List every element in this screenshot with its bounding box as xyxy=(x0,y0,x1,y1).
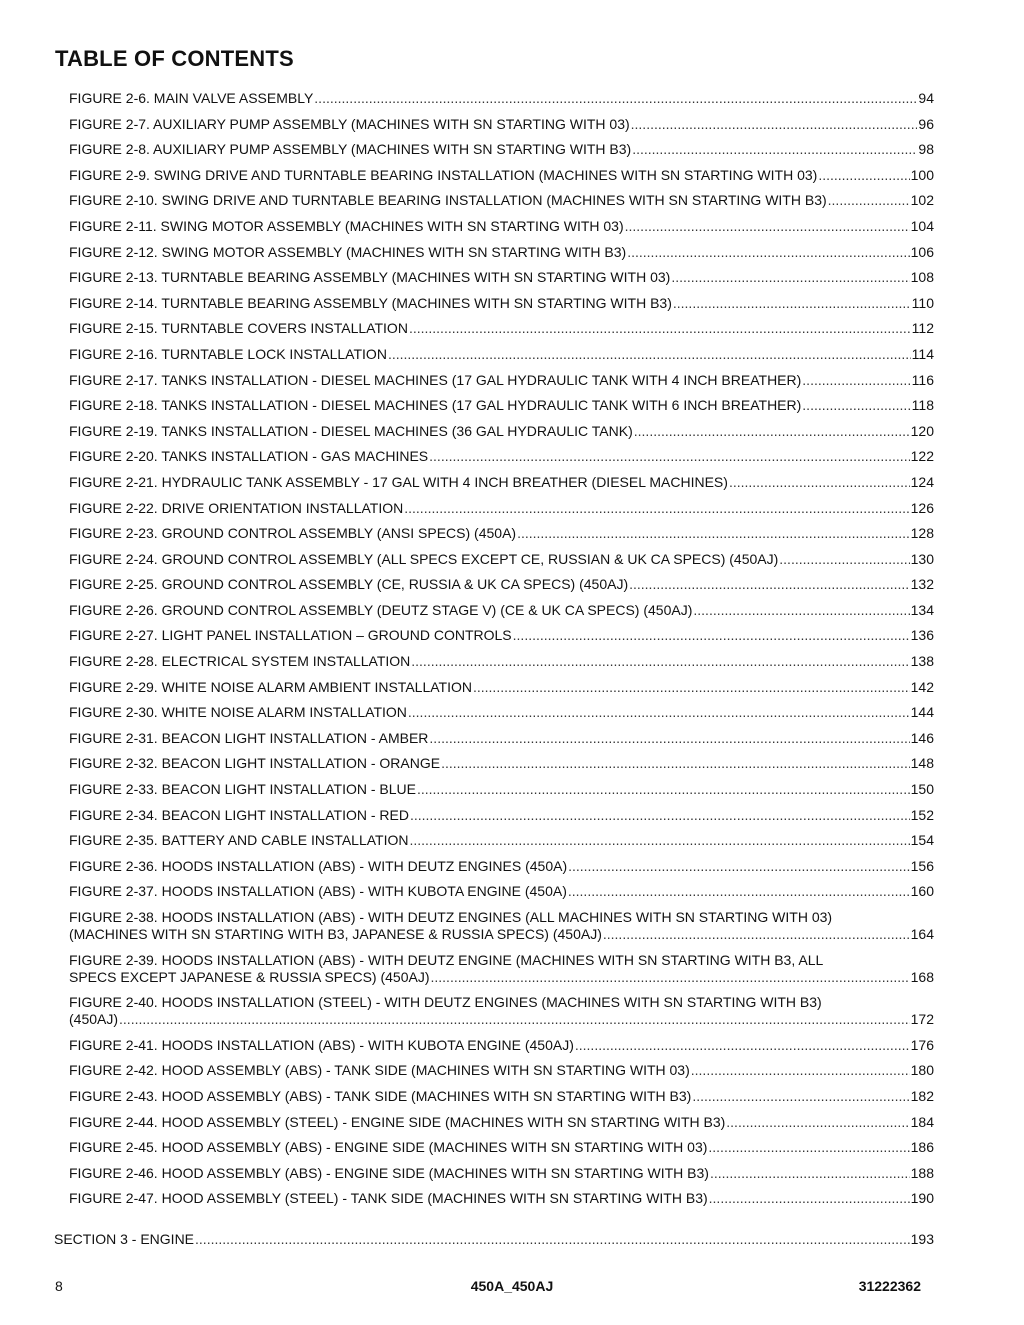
toc-entry-title: FIGURE 2-41. HOODS INSTALLATION (ABS) - WITH KUBOTA ENGINE (450AJ) xyxy=(69,1036,574,1053)
toc-entry-page: 186 xyxy=(910,1139,934,1156)
toc-entry-title: FIGURE 2-37. HOODS INSTALLATION (ABS) - WITH KUBOTA ENGINE (450A) xyxy=(69,883,567,900)
toc-entry-title: FIGURE 2-20. TANKS INSTALLATION - GAS MACHINES xyxy=(69,448,429,465)
dot-leader xyxy=(802,372,910,389)
toc-entry-page: 168 xyxy=(910,968,934,985)
toc-entry[interactable] xyxy=(69,909,934,943)
toc-entry[interactable] xyxy=(69,551,934,568)
toc-entry-title: FIGURE 2-18. TANKS INSTALLATION - DIESEL MACHINES (17 GAL HYDRAULIC TANK WITH 6 INCH BREATHER) xyxy=(69,397,802,414)
dot-leader xyxy=(726,1114,909,1131)
toc-entry[interactable] xyxy=(69,952,934,986)
dot-leader xyxy=(568,858,910,875)
toc-entry[interactable] xyxy=(69,116,934,133)
toc-entry-title-line2-row xyxy=(69,926,934,943)
toc-entry[interactable] xyxy=(69,218,934,235)
dot-leader xyxy=(408,704,910,721)
toc-entry-title: FIGURE 2-31. BEACON LIGHT INSTALLATION - AMBER xyxy=(69,729,429,746)
dot-leader xyxy=(802,397,910,414)
toc-entry-title: FIGURE 2-13. TURNTABLE BEARING ASSEMBLY (MACHINES WITH SN STARTING WITH 03) xyxy=(69,269,671,286)
toc-entry-title: FIGURE 2-35. BATTERY AND CABLE INSTALLATION xyxy=(69,832,409,849)
dot-leader xyxy=(710,1165,910,1182)
toc-entry[interactable] xyxy=(69,781,934,798)
toc-entry[interactable] xyxy=(69,1037,934,1054)
toc-entry-title: FIGURE 2-43. HOOD ASSEMBLY (ABS) - TANK SIDE (MACHINES WITH SN STARTING WITH B3) xyxy=(69,1087,692,1104)
toc-entry-page: 112 xyxy=(911,320,934,337)
toc-entry-page: 118 xyxy=(911,397,934,414)
toc-entry-title: FIGURE 2-12. SWING MOTOR ASSEMBLY (MACHINES WITH SN STARTING WITH B3) xyxy=(69,243,627,260)
page-title: TABLE OF CONTENTS xyxy=(55,46,294,71)
toc-entry[interactable] xyxy=(69,167,934,184)
toc-entry-page: 138 xyxy=(910,653,934,670)
toc-entry-page: 128 xyxy=(910,525,934,542)
toc-entry[interactable] xyxy=(69,141,934,158)
toc-entry[interactable] xyxy=(69,627,934,644)
toc-entry-title: FIGURE 2-42. HOOD ASSEMBLY (ABS) - TANK SIDE (MACHINES WITH SN STARTING WITH 03) xyxy=(69,1062,690,1079)
toc-entry-title: FIGURE 2-45. HOOD ASSEMBLY (ABS) - ENGINE SIDE (MACHINES WITH SN STARTING WITH 03) xyxy=(69,1139,708,1156)
toc-entry-page: 188 xyxy=(910,1164,934,1181)
toc-entry[interactable] xyxy=(69,192,934,209)
toc-entry-page: 172 xyxy=(910,1011,934,1028)
dot-leader xyxy=(388,346,911,363)
dot-leader xyxy=(410,807,910,824)
dot-leader xyxy=(473,679,910,696)
toc-entry-title: FIGURE 2-26. GROUND CONTROL ASSEMBLY (DEUTZ STAGE V) (CE & UK CA SPECS) (450AJ) xyxy=(69,601,693,618)
toc-entry-title-line2: (MACHINES WITH SN STARTING WITH B3, JAPANESE & RUSSIA SPECS) (450AJ) xyxy=(69,926,602,942)
toc-entry-title: FIGURE 2-6. MAIN VALVE ASSEMBLY xyxy=(69,90,314,106)
toc-entry-title: FIGURE 2-30. WHITE NOISE ALARM INSTALLATION xyxy=(69,704,407,721)
toc-entry-title-line1: FIGURE 2-39. HOODS INSTALLATION (ABS) - WITH DEUTZ ENGINE (MACHINES WITH SN STARTING WITH B3, ALL xyxy=(69,951,824,968)
toc-entry[interactable] xyxy=(69,397,934,414)
dot-leader xyxy=(409,320,911,337)
toc-entry[interactable] xyxy=(69,295,934,312)
toc-entry[interactable] xyxy=(69,576,934,593)
toc-entry-title: FIGURE 2-16. TURNTABLE LOCK INSTALLATION xyxy=(69,345,387,362)
toc-entry-title: FIGURE 2-27. LIGHT PANEL INSTALLATION – GROUND CONTROLS xyxy=(69,627,512,644)
toc-entry-page: 176 xyxy=(910,1036,934,1053)
toc-entry-page: 164 xyxy=(910,926,934,942)
toc-entry-page: 126 xyxy=(910,499,934,516)
dot-leader xyxy=(673,295,911,312)
dot-leader xyxy=(568,883,910,900)
dot-leader xyxy=(513,627,910,644)
section-page: 193 xyxy=(910,1231,934,1247)
toc-entry-page: 102 xyxy=(910,192,934,209)
footer-model: 450A_450AJ xyxy=(470,1278,554,1294)
toc-entry-title: FIGURE 2-11. SWING MOTOR ASSEMBLY (MACHINES WITH SN STARTING WITH 03) xyxy=(69,217,624,234)
footer-doc-number: 31222362 xyxy=(858,1278,921,1294)
toc-entry[interactable] xyxy=(69,1165,934,1182)
toc-entry-page: 122 xyxy=(910,448,934,465)
toc-entry[interactable] xyxy=(69,832,934,849)
toc-entry[interactable] xyxy=(69,320,934,337)
toc-entry-title: FIGURE 2-25. GROUND CONTROL ASSEMBLY (CE, RUSSIA & UK CA SPECS) (450AJ) xyxy=(69,576,629,593)
dot-leader xyxy=(517,525,910,542)
toc-entry-title: FIGURE 2-36. HOODS INSTALLATION (ABS) - WITH DEUTZ ENGINES (450A) xyxy=(69,857,568,874)
toc-section-entry[interactable] xyxy=(54,1231,934,1247)
dot-leader xyxy=(692,1088,909,1105)
toc-entry-title-line2-row xyxy=(69,1011,934,1028)
toc-entry-title-line1: FIGURE 2-40. HOODS INSTALLATION (STEEL) - WITH DEUTZ ENGINES (MACHINES WITH SN STARTING WITH B3) xyxy=(69,994,822,1011)
toc-entry-page: 132 xyxy=(910,576,934,593)
toc-entry[interactable] xyxy=(69,883,934,900)
toc-entry-title: FIGURE 2-8. AUXILIARY PUMP ASSEMBLY (MACHINES WITH SN STARTING WITH B3) xyxy=(69,141,632,158)
toc-entry-title-line2-row xyxy=(69,969,934,986)
toc-entry-title-line1: FIGURE 2-38. HOODS INSTALLATION (ABS) - WITH DEUTZ ENGINES (ALL MACHINES WITH SN STARTING WITH 03) xyxy=(69,909,833,925)
toc-entry[interactable] xyxy=(69,653,934,670)
toc-entry-title: FIGURE 2-46. HOOD ASSEMBLY (ABS) - ENGINE SIDE (MACHINES WITH SN STARTING WITH B3) xyxy=(69,1164,709,1181)
toc-entry-page: 120 xyxy=(910,422,934,439)
toc-entry-page: 106 xyxy=(910,243,934,260)
dot-leader xyxy=(429,730,909,747)
toc-entry-page: 142 xyxy=(910,678,934,695)
toc-entry[interactable] xyxy=(69,704,934,721)
dot-leader xyxy=(631,116,918,133)
toc-entry-title-line2: SPECS EXCEPT JAPANESE & RUSSIA SPECS) (450AJ) xyxy=(69,968,430,985)
toc-entry-title: FIGURE 2-7. AUXILIARY PUMP ASSEMBLY (MACHINES WITH SN STARTING WITH 03) xyxy=(69,115,630,132)
toc-entry[interactable] xyxy=(69,807,934,824)
dot-leader xyxy=(779,551,909,568)
dot-leader xyxy=(417,781,910,798)
toc-entry-title: FIGURE 2-29. WHITE NOISE ALARM AMBIENT INSTALLATION xyxy=(69,678,472,695)
toc-entry-page: 104 xyxy=(910,217,934,234)
toc-entry[interactable] xyxy=(69,858,934,875)
toc-entry-page: 130 xyxy=(910,550,934,567)
dot-leader xyxy=(404,500,909,517)
toc-entry[interactable] xyxy=(69,1190,934,1207)
dot-leader xyxy=(119,1011,910,1028)
toc-entry[interactable] xyxy=(69,679,934,696)
toc-entry-title-line2: (450AJ) xyxy=(69,1011,119,1028)
dot-leader xyxy=(431,969,910,986)
toc-entry-title: FIGURE 2-47. HOOD ASSEMBLY (STEEL) - TANK SIDE (MACHINES WITH SN STARTING WITH B3) xyxy=(69,1190,708,1207)
dot-leader xyxy=(314,90,917,107)
dot-leader xyxy=(409,832,909,849)
dot-leader xyxy=(634,423,910,440)
toc-entry-page: 144 xyxy=(910,704,934,721)
dot-leader xyxy=(441,755,910,772)
toc-entry-page: 136 xyxy=(910,627,934,644)
toc-entry-page: 108 xyxy=(910,269,934,286)
dot-leader xyxy=(671,269,909,286)
toc-entry[interactable] xyxy=(69,1139,934,1156)
toc-entry-title: FIGURE 2-32. BEACON LIGHT INSTALLATION - ORANGE xyxy=(69,755,441,772)
toc-entry-page: 190 xyxy=(910,1190,934,1207)
dot-leader xyxy=(411,653,909,670)
toc-entry-title: FIGURE 2-21. HYDRAULIC TANK ASSEMBLY - 17 GAL WITH 4 INCH BREATHER (DIESEL MACHINES) xyxy=(69,473,728,490)
toc-entry[interactable] xyxy=(69,1088,934,1105)
toc-entry[interactable] xyxy=(69,423,934,440)
toc-entry-title: FIGURE 2-34. BEACON LIGHT INSTALLATION - RED xyxy=(69,806,409,823)
toc-entry-title: FIGURE 2-17. TANKS INSTALLATION - DIESEL MACHINES (17 GAL HYDRAULIC TANK WITH 4 INCH BREATHER) xyxy=(69,371,802,388)
toc-entry-page: 152 xyxy=(910,806,934,823)
toc-entry-title: FIGURE 2-33. BEACON LIGHT INSTALLATION - BLUE xyxy=(69,781,416,798)
dot-leader xyxy=(195,1231,910,1247)
dot-leader xyxy=(629,576,910,593)
toc-entry-page: 184 xyxy=(910,1113,934,1130)
toc-entry-title: FIGURE 2-15. TURNTABLE COVERS INSTALLATION xyxy=(69,320,408,337)
dot-leader xyxy=(818,167,909,184)
toc-entry[interactable] xyxy=(69,244,934,261)
toc-entry-title: FIGURE 2-22. DRIVE ORIENTATION INSTALLATION xyxy=(69,499,404,516)
dot-leader xyxy=(693,602,909,619)
toc-entry-page: 182 xyxy=(910,1087,934,1104)
dot-leader xyxy=(625,218,910,235)
toc-list xyxy=(69,90,934,1216)
toc-entry-page: 134 xyxy=(910,601,934,618)
toc-entry-page: 98 xyxy=(918,141,934,158)
toc-entry-page: 148 xyxy=(910,755,934,772)
toc-entry-page: 100 xyxy=(910,166,934,183)
dot-leader xyxy=(632,141,917,158)
toc-entry[interactable] xyxy=(69,730,934,747)
toc-entry-page: 96 xyxy=(918,115,934,132)
toc-entry-title: FIGURE 2-10. SWING DRIVE AND TURNTABLE BEARING INSTALLATION (MACHINES WITH SN STARTING WITH B3) xyxy=(69,192,827,209)
toc-entry-page: 160 xyxy=(910,883,934,900)
toc-entry[interactable] xyxy=(69,1114,934,1131)
toc-entry[interactable] xyxy=(69,448,934,465)
toc-entry-page: 156 xyxy=(910,857,934,874)
toc-entry[interactable] xyxy=(69,525,934,542)
dot-leader xyxy=(691,1062,910,1079)
toc-entry-title: FIGURE 2-44. HOOD ASSEMBLY (STEEL) - ENGINE SIDE (MACHINES WITH SN STARTING WITH B3) xyxy=(69,1113,726,1130)
toc-entry-page: 150 xyxy=(910,781,934,798)
dot-leader xyxy=(729,474,910,491)
dot-leader xyxy=(575,1037,910,1054)
toc-entry[interactable] xyxy=(69,346,934,363)
toc-entry[interactable] xyxy=(69,994,934,1028)
toc-entry[interactable] xyxy=(69,269,934,286)
toc-entry-page: 110 xyxy=(911,294,934,311)
dot-leader xyxy=(708,1139,909,1156)
toc-entry[interactable] xyxy=(69,1062,934,1079)
toc-entry-page: 180 xyxy=(910,1062,934,1079)
dot-leader xyxy=(709,1190,910,1207)
toc-entry-title: FIGURE 2-23. GROUND CONTROL ASSEMBLY (ANSI SPECS) (450A) xyxy=(69,525,517,542)
section-title: SECTION 3 - ENGINE xyxy=(54,1231,195,1247)
dot-leader xyxy=(828,192,910,209)
toc-entry-page: 146 xyxy=(910,729,934,746)
dot-leader xyxy=(603,926,910,943)
toc-entry-title: FIGURE 2-24. GROUND CONTROL ASSEMBLY (ALL SPECS EXCEPT CE, RUSSIAN & UK CA SPECS) (450AJ) xyxy=(69,550,779,567)
dot-leader xyxy=(429,448,909,465)
toc-entry-page: 124 xyxy=(910,473,934,490)
footer-page-number: 8 xyxy=(55,1278,63,1294)
toc-entry[interactable] xyxy=(69,755,934,772)
toc-entry[interactable] xyxy=(69,500,934,517)
toc-entry[interactable] xyxy=(69,372,934,389)
toc-entry[interactable] xyxy=(69,90,934,107)
toc-entry-page: 94 xyxy=(918,90,934,106)
toc-entry-page: 116 xyxy=(911,371,934,388)
toc-entry-title: FIGURE 2-19. TANKS INSTALLATION - DIESEL MACHINES (36 GAL HYDRAULIC TANK) xyxy=(69,422,633,439)
toc-entry-page: 154 xyxy=(910,832,934,849)
toc-entry-title: FIGURE 2-28. ELECTRICAL SYSTEM INSTALLATION xyxy=(69,653,411,670)
toc-entry[interactable] xyxy=(69,474,934,491)
toc-entry-title: FIGURE 2-14. TURNTABLE BEARING ASSEMBLY (MACHINES WITH SN STARTING WITH B3) xyxy=(69,294,672,311)
toc-entry-title: FIGURE 2-9. SWING DRIVE AND TURNTABLE BEARING INSTALLATION (MACHINES WITH SN STARTING WITH 03) xyxy=(69,166,818,183)
toc-entry[interactable] xyxy=(69,602,934,619)
toc-entry-page: 114 xyxy=(911,345,934,362)
dot-leader xyxy=(627,244,909,261)
